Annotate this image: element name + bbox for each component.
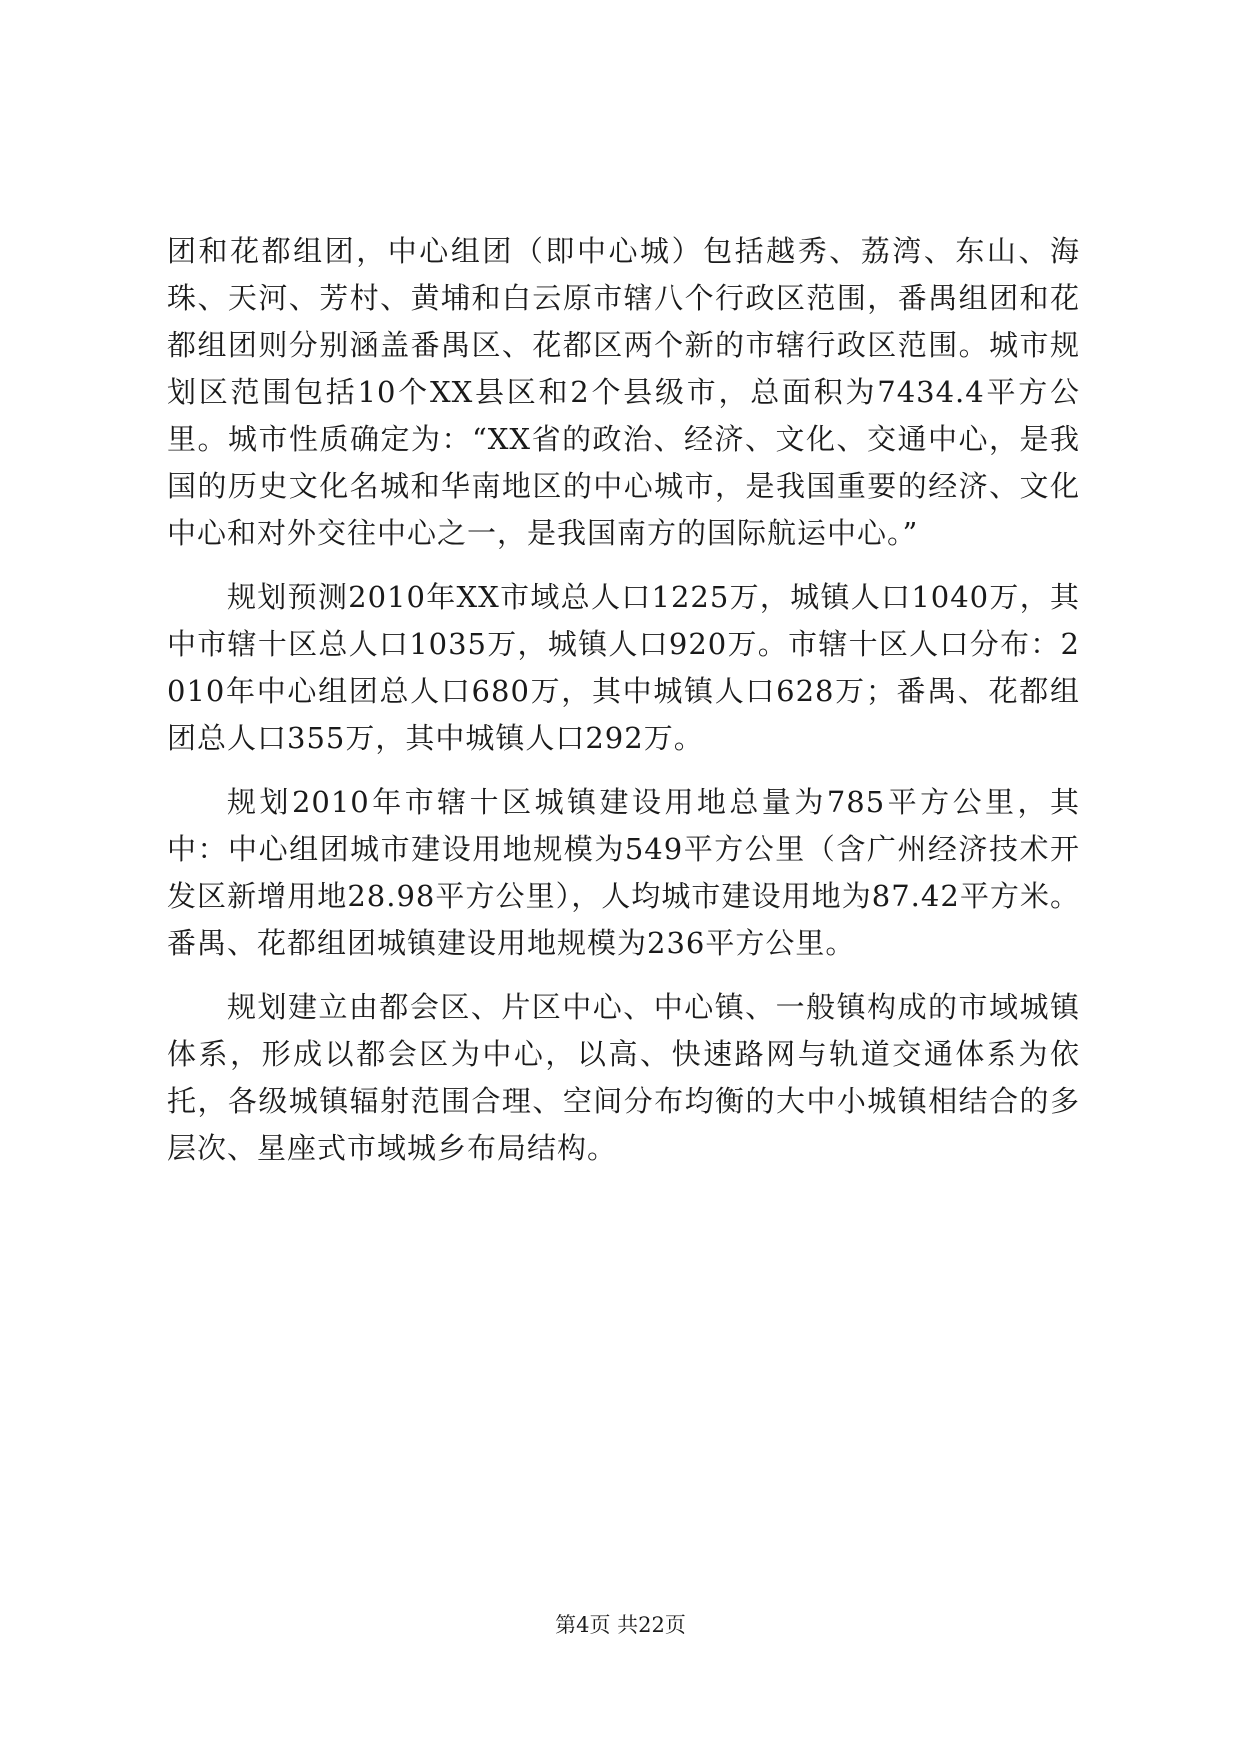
page-number-footer: 第4页 共22页	[555, 1613, 686, 1637]
document-body	[167, 228, 1080, 1172]
paragraph-urban-system: 规划建立由都会区、片区中心、中心镇、一般镇构成的市域城镇体系，形成以都会区为中心，以高、快速路网与轨道交通体系为依托，各级城镇辐射范围合理、空间分布均衡的大中小城镇相结合的多层次、星座式市域城乡布局结构。	[167, 990, 1080, 1165]
paragraph-land-use: 规划2010年市辖十区城镇建设用地总量为785平方公里，其中：中心组团城市建设用地规模为549平方公里（含广州经济技术开发区新增用地28.98平方公里），人均城市建设用地为87.42平方米。番禺、花都组团城镇建设用地规模为236平方公里。	[167, 785, 1080, 960]
paragraph-continuation: 团和花都组团，中心组团（即中心城）包括越秀、荔湾、东山、海珠、天河、芳村、黄埔和白云原市辖八个行政区范围，番禺组团和花都组团则分别涵盖番禺区、花都区两个新的市辖行政区范围。城市规划区范围包括10个XX县区和2个县级市，总面积为7434.4平方公里。城市性质确定为：“XX省的政治、经济、文化、交通中心，是我国的历史文化名城和华南地区的中心城市，是我国重要的经济、文化中心和对外交往中心之一，是我国南方的国际航运中心。”	[167, 234, 1080, 550]
paragraph-population-forecast: 规划预测2010年XX市域总人口1225万，城镇人口1040万，其中市辖十区总人口1035万，城镇人口920万。市辖十区人口分布：2010年中心组团总人口680万，其中城镇人口628万；番禺、花都组团总人口355万，其中城镇人口292万。	[167, 580, 1080, 755]
